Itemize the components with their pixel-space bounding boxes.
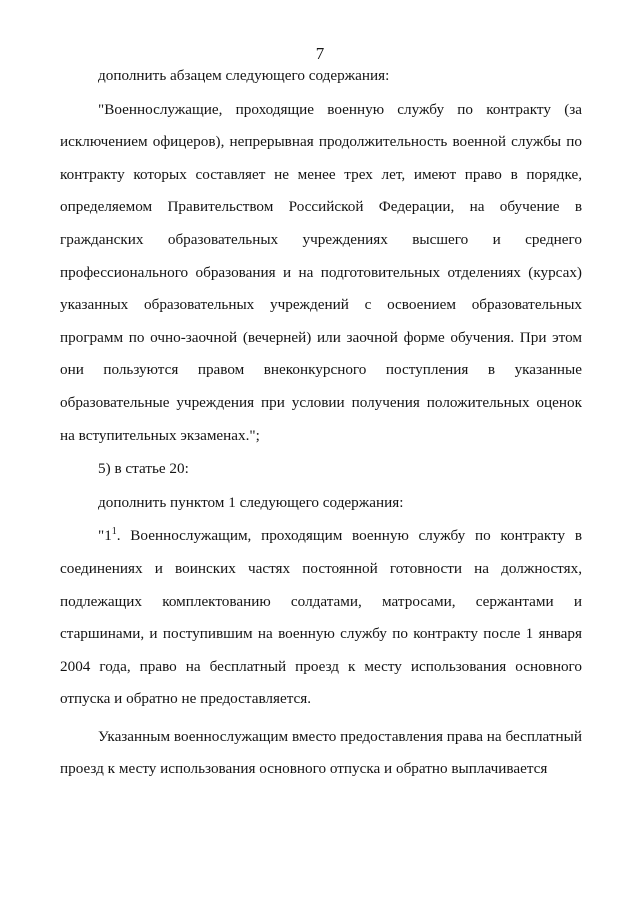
document-body xyxy=(60,60,582,786)
paragraph-compensation: Указанным военнослужащим вместо предоставления права на бесплатный проезд к месту использования основного отпуска и обратно выплачивается xyxy=(60,727,582,778)
clause-text: . Военнослужащим, проходящим военную службу по контракту в соединениях и воинских частях постоянной готовности на должностях, подлежащих комплектованию солдатами, матросами, сержантами и старшинами, и поступившим на военную службу по контракту после 1 января 2004 года, право на бесплатный проезд к месту использования основного отпуска и обратно не предоставляется. xyxy=(60,527,582,708)
paragraph-add-clause: дополнить пунктом 1 следующего содержания: xyxy=(98,493,404,511)
paragraph-servicemen-education: "Военнослужащие, проходящие военную службу по контракту (за исключением офицеров), непрерывная продолжительность военной службы по контракту которых составляет не менее трех лет, имеют право в порядке, определяемом Правительством Российской Федерации, на обучение в гражданских образовательных учреждениях высшего и среднего профессионального образования и на подготовительных отделениях (курсах) указанных образовательных учреждений с освоением образовательных программ по очно-заочной (вечерней) или заочной форме обучения. При этом они пользуются правом внеконкурсного поступления в указанные образовательные учреждения при условии получения положительных оценок на вступительных экзаменах."; xyxy=(60,100,582,444)
paragraph-amend-intro: дополнить абзацем следующего содержания: xyxy=(98,67,390,84)
clause-number: "1 xyxy=(98,527,112,545)
paragraph-article-20: 5) в статье 20: xyxy=(98,460,189,478)
paragraph-clause-1-1 xyxy=(60,520,582,716)
clause-superscript: 1 xyxy=(111,526,117,538)
page-number: 7 xyxy=(315,44,325,63)
